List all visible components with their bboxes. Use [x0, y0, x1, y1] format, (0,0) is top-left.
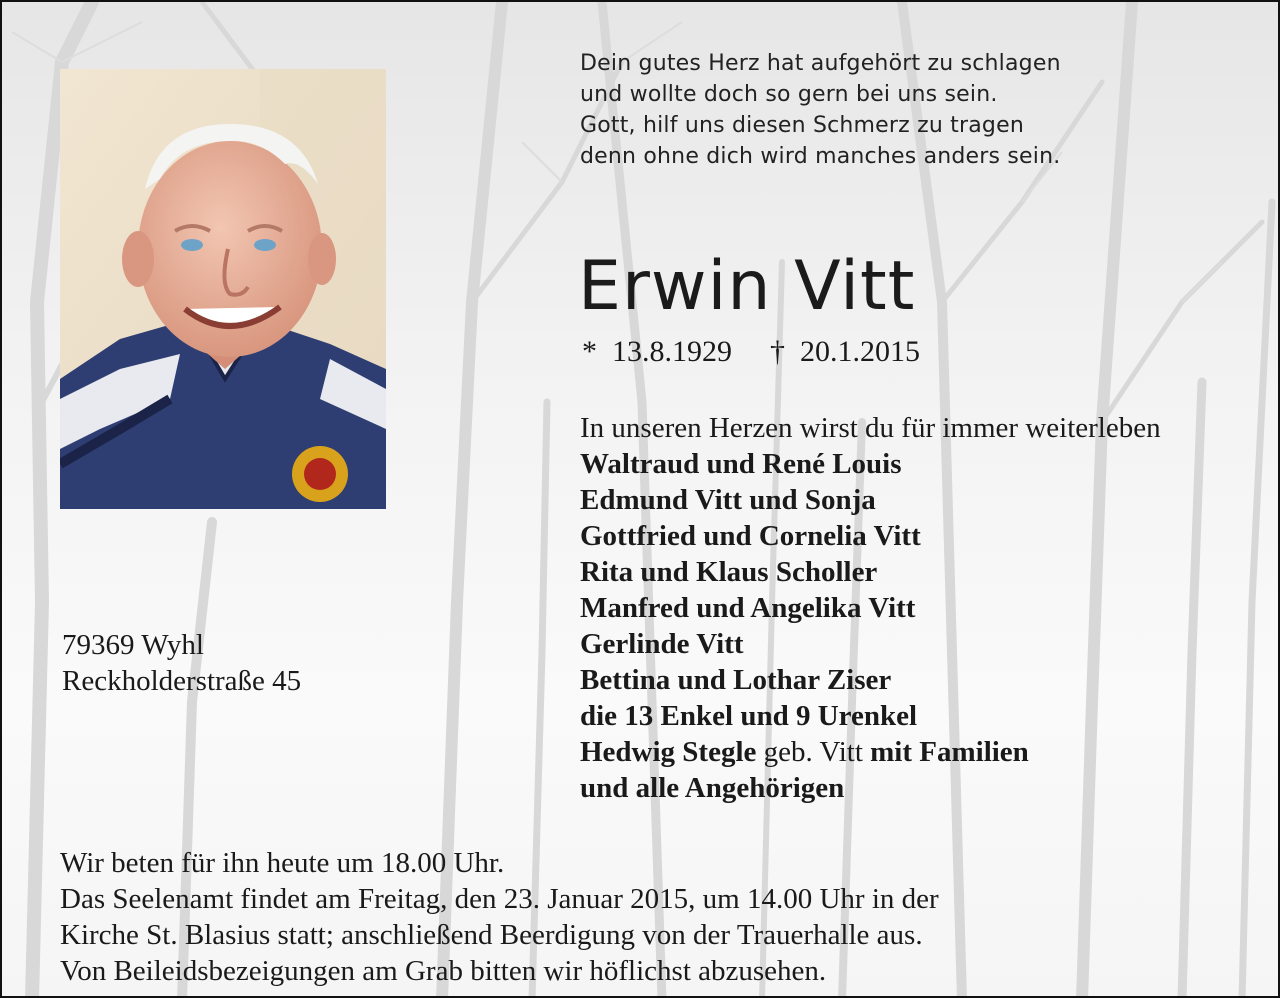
service-line: Wir beten für ihn heute um 18.00 Uhr.: [60, 847, 505, 879]
mourner-entry: Manfred und Angelika Vitt: [580, 592, 916, 624]
mourner-closing: und alle Angehörigen: [580, 772, 845, 804]
family-address: [62, 627, 301, 699]
service-line: Von Beileidsbezeigungen am Grab bitten wir höflichst abzusehen.: [60, 955, 827, 987]
mourner-entry: Edmund Vitt und Sonja: [580, 484, 876, 516]
family-intro: In unseren Herzen wirst du für immer weiterleben: [580, 412, 1161, 444]
hedwig-suffix: mit Familien: [870, 736, 1029, 768]
death-cross-icon: †: [770, 335, 785, 368]
mourner-entry-hedwig: [580, 734, 1161, 770]
address-street: Reckholderstraße 45: [62, 665, 302, 697]
mourner-entry: Rita und Klaus Scholler: [580, 556, 878, 588]
address-city: 79369 Wyhl: [62, 629, 204, 661]
birth-symbol: *: [582, 335, 597, 368]
mourner-entry: Bettina und Lothar Ziser: [580, 664, 892, 696]
service-line: Das Seelenamt findet am Freitag, den 23. Januar 2015, um 14.00 Uhr in der: [60, 883, 939, 915]
death-date: 20.1.2015: [800, 335, 920, 368]
mourner-entry: Gottfried und Cornelia Vitt: [580, 520, 921, 552]
hedwig-name: Hedwig Stegle: [580, 736, 757, 768]
verse-line: und wollte doch so gern bei uns sein.: [580, 82, 998, 107]
life-dates: [582, 332, 920, 372]
verse-line: denn ohne dich wird manches anders sein.: [580, 144, 1061, 169]
portrait-photo: [60, 69, 386, 509]
verse-line: Dein gutes Herz hat aufgehört zu schlagen: [580, 51, 1061, 76]
deceased-name: Erwin Vitt: [578, 247, 916, 326]
memorial-verse: [580, 48, 1220, 172]
service-information: [60, 845, 939, 989]
mourner-entry: die 13 Enkel und 9 Urenkel: [580, 700, 918, 732]
mourners-list: [580, 410, 1161, 806]
birth-date: 13.8.1929: [612, 335, 732, 368]
hedwig-maiden-name: geb. Vitt: [756, 736, 871, 768]
mourner-entry: Waltraud und René Louis: [580, 448, 902, 480]
verse-line: Gott, hilf uns diesen Schmerz zu tragen: [580, 113, 1024, 138]
mourner-entry: Gerlinde Vitt: [580, 628, 744, 660]
service-line: Kirche St. Blasius statt; anschließend Beerdigung von der Trauerhalle aus.: [60, 919, 923, 951]
